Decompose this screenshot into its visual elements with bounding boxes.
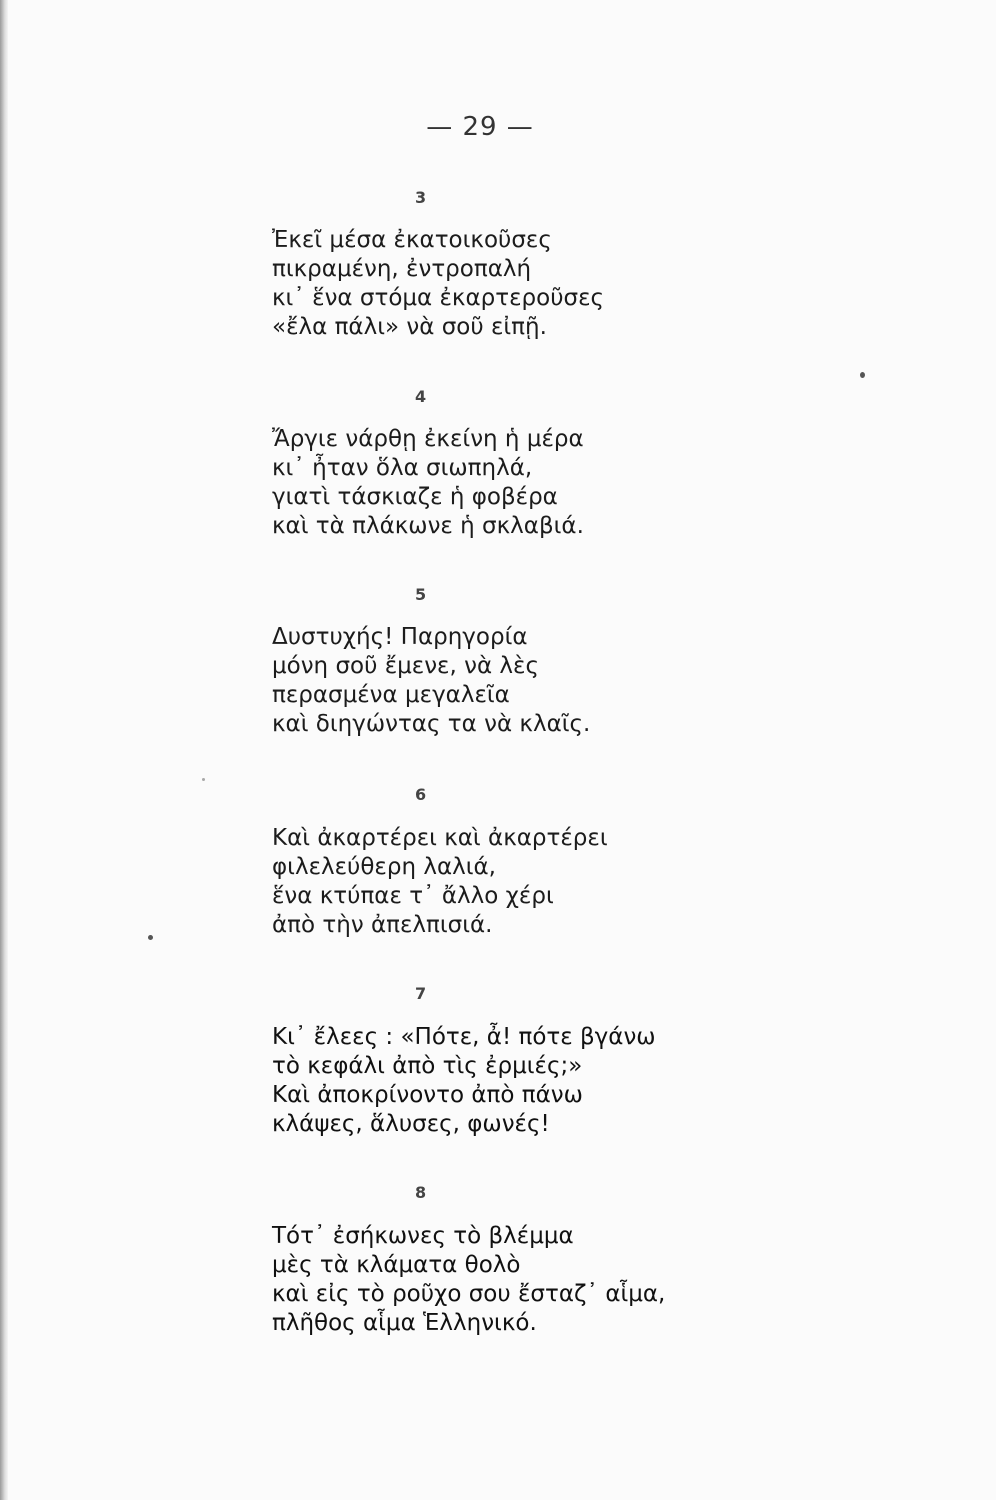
verse-line: καὶ εἰς τὸ ροῦχο σου ἔσταζ᾿ αἷμα, <box>272 1281 666 1307</box>
verse-line: ἀπὸ τὴν ἀπελπισιά. <box>272 912 493 938</box>
verse-line: καὶ διηγώντας τα νὰ κλαῖς. <box>272 711 591 737</box>
verse-line: Δυστυχής! Παρηγορία <box>272 624 528 650</box>
verse-line: πλῆθος αἷμα Ἑλληνικό. <box>272 1310 537 1336</box>
verse-line: «ἔλα πάλι» νὰ σοῦ εἰπῇ. <box>272 314 547 340</box>
scan-speck <box>860 372 865 378</box>
stanza-number: 7 <box>415 984 427 1003</box>
verse-line: καὶ τὰ πλάκωνε ἡ σκλαβιά. <box>272 513 584 539</box>
verse-line: μόνη σοῦ ἔμενε, νὰ λὲς <box>272 653 539 679</box>
verse-line: Τότ᾿ ἐσήκωνες τὸ βλέμμα <box>272 1223 574 1249</box>
verse-line: Ἐκεῖ μέσα ἐκατοικοῦσες <box>272 227 552 253</box>
verse-line: Κι᾿ ἔλεες : «Πότε, ἆ! πότε βγάνω <box>272 1024 656 1050</box>
stanza-number: 4 <box>415 387 427 406</box>
verse-line: Καὶ ἀποκρίνοντο ἀπὸ πάνω <box>272 1082 583 1108</box>
stanza-number: 3 <box>415 188 427 207</box>
verse-line: κι᾿ ἕνα στόμα ἐκαρτεροῦσες <box>272 285 605 311</box>
verse-line: ἕνα κτύπαε τ᾿ ἄλλο χέρι <box>272 883 554 909</box>
verse-line: κλάψες, ἅλυσες, φωνές! <box>272 1111 550 1137</box>
verse-line: περασμένα μεγαλεῖα <box>272 682 510 708</box>
stanza-number: 6 <box>415 785 427 804</box>
verse-line: Καὶ ἀκαρτέρει καὶ ἀκαρτέρει <box>272 825 608 851</box>
stanza-number: 5 <box>415 585 427 604</box>
stanza-number: 8 <box>415 1183 427 1202</box>
scan-speck <box>202 778 205 781</box>
verse-line: φιλελεύθερη λαλιά, <box>272 854 496 880</box>
verse-line: τὸ κεφάλι ἀπὸ τὶς ἐρμιές;» <box>272 1053 583 1079</box>
scan-speck <box>148 935 153 940</box>
verse-line: μὲς τὰ κλάματα θολὸ <box>272 1252 521 1278</box>
verse-line: κι᾿ ἦταν ὅλα σιωπηλά, <box>272 455 533 481</box>
verse-line: γιατὶ τάσκιαζε ἡ φοβέρα <box>272 484 558 510</box>
page-edge-shadow <box>0 0 8 1500</box>
page-number: — 29 — <box>426 112 534 142</box>
verse-line: Ἄργιε νάρθῃ ἐκείνη ἡ μέρα <box>272 426 584 452</box>
verse-line: πικραμένη, ἐντροπαλή <box>272 256 532 282</box>
